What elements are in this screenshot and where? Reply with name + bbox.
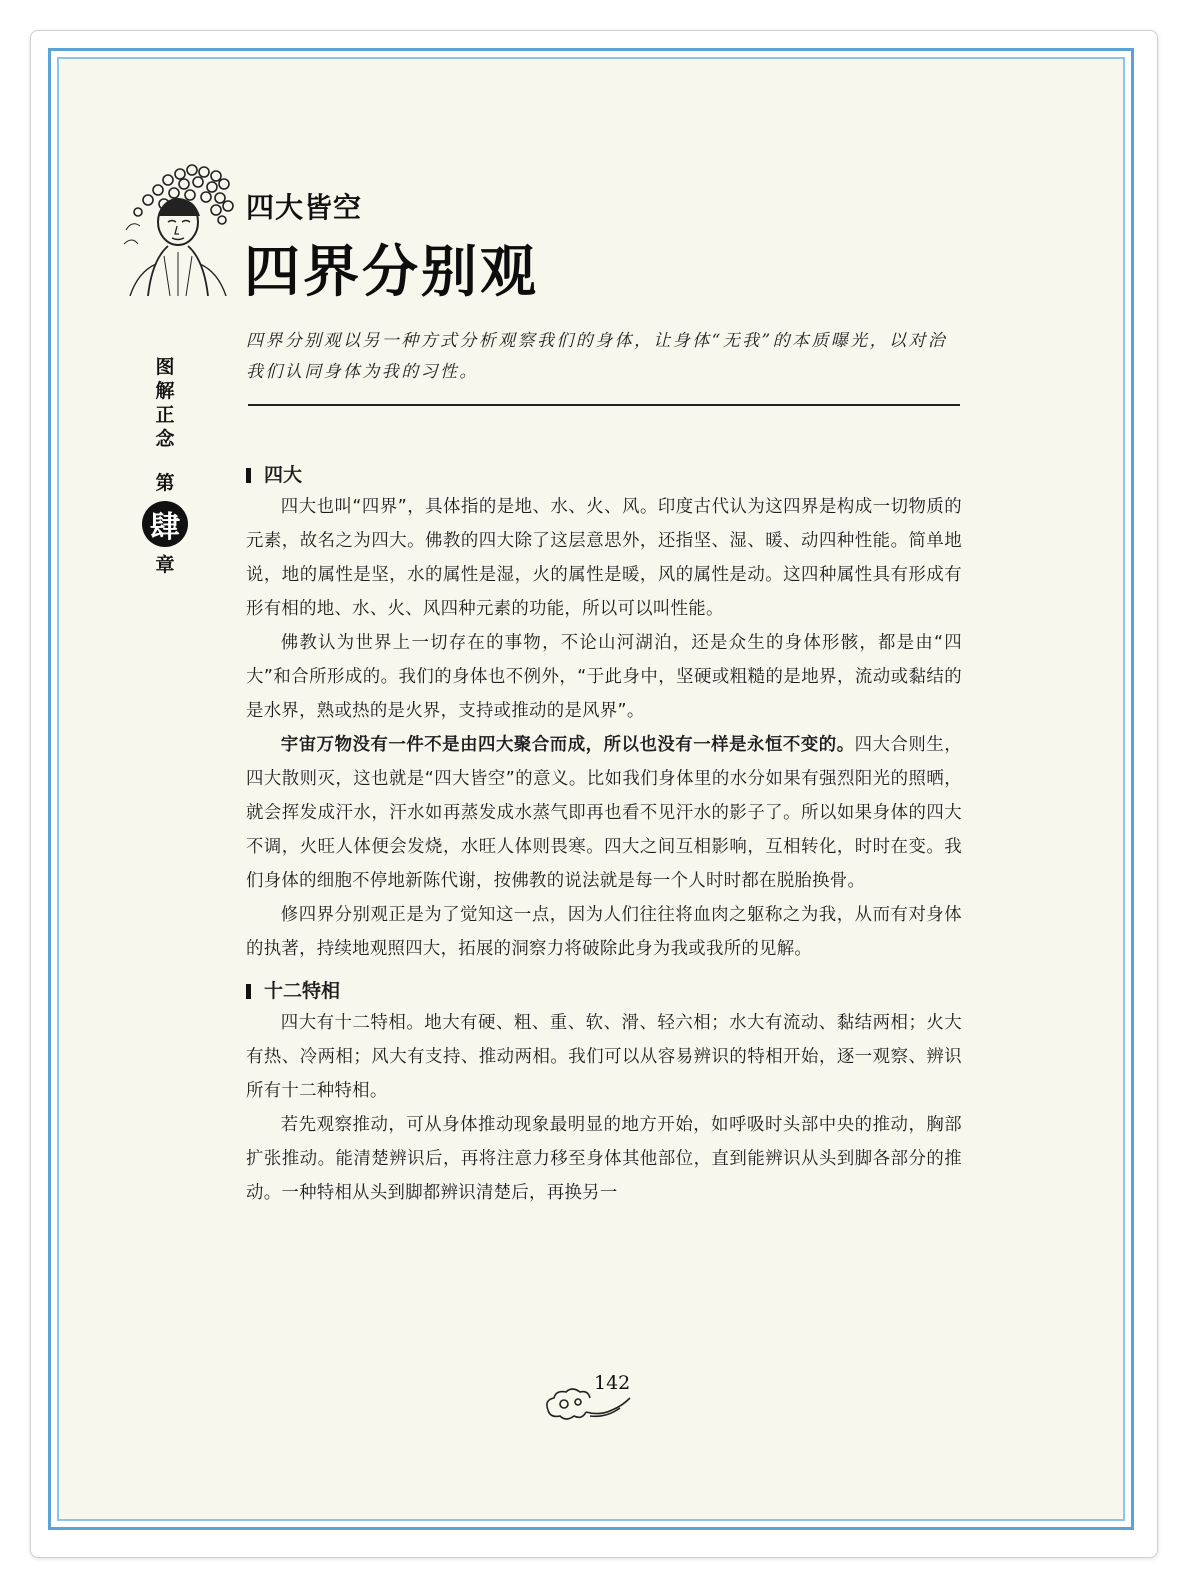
- sidebar-char: 解: [155, 380, 175, 402]
- heading-bar-icon: [246, 468, 251, 483]
- cloud-ornament-icon: [542, 1384, 634, 1424]
- heading-bar-icon: [246, 984, 251, 999]
- paragraph: 四大也叫“四界”，具体指的是地、水、火、风。印度古代认为这四界是构成一切物质的元素，故名之为四大。佛教的四大除了这层意思外，还指坚、湿、暖、动四种性能。简单地说，地的属性是坚，水的属性是湿，火的属性是暖，风的属性是动。这四种属性具有形成有形有相的地、水、火、风四种元素的功能，所以可以叫性能。: [246, 497, 962, 619]
- bold-lead: 宇宙万物没有一件不是由四大聚合而成，所以也没有一样是永恒不变的。: [280, 735, 855, 755]
- section-heading: [246, 460, 962, 490]
- intro-paragraph: 四界分别观以另一种方式分析观察我们的身体，让身体“无我”的本质曝光，以对治我们认同身体为我的习性。: [246, 331, 948, 382]
- chapter-sidebar: [150, 355, 180, 577]
- section-heading-text: 十二特相: [264, 980, 341, 1002]
- paragraph: 修四界分别观正是为了觉知这一点，因为人们往往将血肉之躯称之为我，从而有对身体的执著，持续地观照四大，拓展的洞察力将破除此身为我或我所的见解。: [246, 905, 962, 959]
- paragraph: 四大有十二特相。地大有硬、粗、重、软、滑、轻六相；水大有流动、黏结两相；火大有热、冷两相；风大有支持、推动两相。我们可以从容易辨识的特相开始，逐一观察、辨识所有十二种特相。: [246, 1013, 962, 1101]
- divider: [248, 404, 960, 406]
- section-heading: [246, 976, 962, 1006]
- sidebar-char: 正: [155, 404, 175, 426]
- paragraph: [246, 728, 962, 898]
- paragraph-rest: 四大合则生，四大散则灭，这也就是“四大皆空”的意义。比如我们身体里的水分如果有强烈阳光的照晒，就会挥发成汗水，汗水如再蒸发成水蒸气即再也看不见汗水的影子了。所以如果身体的四大不调，火旺人体便会发烧，水旺人体则畏寒。四大之间互相影响，互相转化，时时在变。我们身体的细胞不停地新陈代谢，按佛教的说法就是每一个人时时都在脱胎换骨。: [246, 735, 962, 891]
- sidebar-char: 念: [155, 428, 175, 450]
- paragraph: 佛教认为世界上一切存在的事物，不论山河湖泊，还是众生的身体形骸，都是由“四大”和合所形成的。我们的身体也不例外，“于此身中，坚硬或粗糙的是地界，流动或黏结的是水界，熟或热的是火界，支持或推动的是风界”。: [246, 633, 962, 721]
- sidebar-char-di: 第: [155, 472, 175, 494]
- body-content: [246, 460, 962, 1210]
- sidebar-char-zhang: 章: [155, 554, 175, 576]
- chapter-number-badge: 肆: [142, 501, 188, 547]
- paragraph: 若先观察推动，可从身体推动现象最明显的地方开始，如呼吸时头部中央的推动，胸部扩张推动。能清楚辨识后，再将注意力移至身体其他部位，直到能辨识从头到脚各部分的推动。一种特相从头到脚都辨识清楚后，再换另一: [246, 1115, 962, 1203]
- section-subtitle: 四大皆空: [246, 191, 363, 224]
- sidebar-char: 图: [155, 356, 175, 378]
- page-title: 四界分别观: [244, 239, 539, 305]
- page-number: 142: [594, 1372, 631, 1394]
- portrait-illustration: [118, 160, 240, 296]
- section-heading-text: 四大: [264, 464, 303, 486]
